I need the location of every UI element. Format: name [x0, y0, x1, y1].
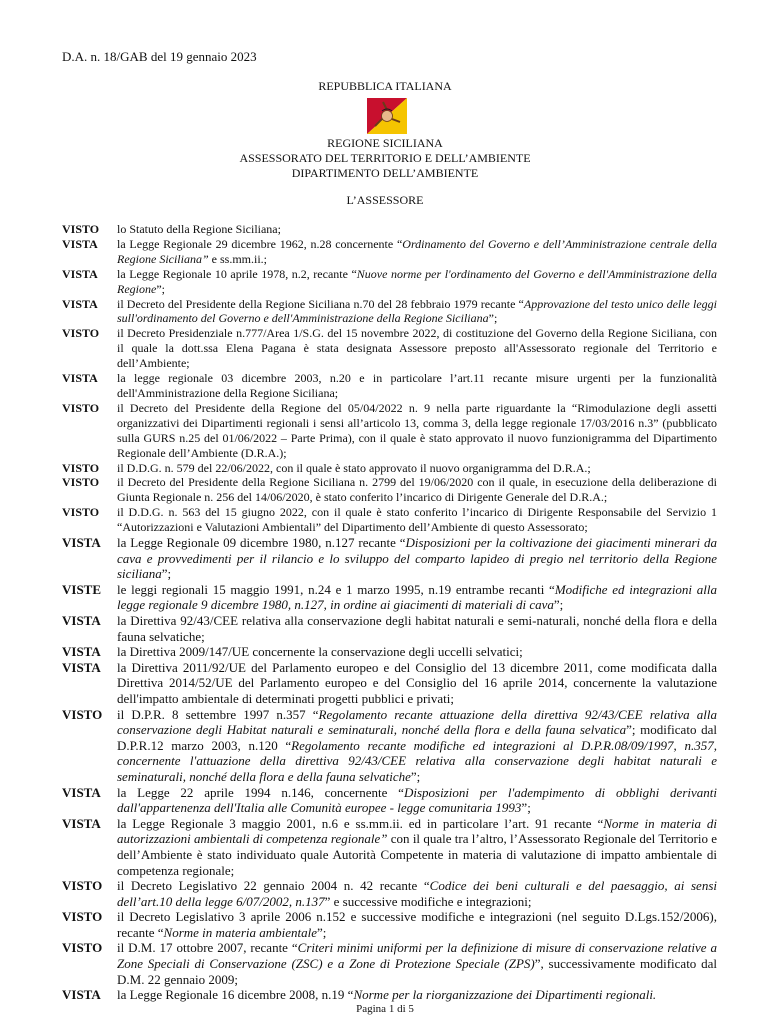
- recital-item: [62, 909, 717, 940]
- recital-text: [117, 326, 717, 371]
- recital-text-segment: ”;: [553, 597, 564, 613]
- recital-item: [62, 461, 717, 476]
- recital-text-segment: il Decreto Presidenziale n.777/Area 1/S.G. del 15 novembre 2022, di costituzione del Governo della Regione Siciliana, con il quale la dott.ssa Elena Pagana è stata designata Assessore preposto all'Assessorato regionale del Territorio e dell’Ambiente;: [117, 326, 717, 371]
- recital-text: [117, 816, 717, 878]
- recital-text: [117, 707, 717, 785]
- recital-title-citation: Codice dei beni culturali e del paesaggio, ai sensi dell’art.10 della legge 6/07/2002, n.137: [117, 878, 717, 909]
- recital-text: [117, 297, 717, 327]
- recital-keyword: VISTO: [62, 400, 100, 415]
- recital-keyword: VISTO: [62, 505, 100, 520]
- office-name: DIPARTIMENTO DELL’AMBIENTE: [291, 166, 479, 180]
- recital-item: [62, 940, 717, 987]
- recital-item: [62, 237, 717, 267]
- recital-text: [117, 461, 717, 476]
- recital-text-segment: ” e successive modifiche e integrazioni;: [324, 893, 532, 909]
- recital-text-segment: le leggi regionali 15 maggio 1991, n.24 e 1 marzo 1995, n.19 entrambe recanti “: [117, 581, 555, 597]
- recital-text: [117, 878, 717, 909]
- recital-text-segment: il Decreto Legislativo 22 gennaio 2004 n. 42 recante “: [117, 878, 430, 894]
- recital-text: [117, 267, 717, 297]
- recital-item: [62, 644, 717, 660]
- recital-title-citation: Disposizioni per la coltivazione dei giacimenti minerari da cava e provvedimenti per il rilancio e lo sviluppo del comparto lapideo di pregio nel territorio della Regione siciliana: [117, 535, 717, 582]
- recital-text-segment: il D.P.R. 8 settembre 1997 n.357 “: [117, 706, 319, 722]
- recital-title-citation: Modifiche ed integrazioni alla legge regionale 9 dicembre 1980, n.127, in ordine ai giacimenti di materiali di cava: [117, 581, 717, 613]
- recital-text: [117, 401, 717, 461]
- recital-item: [62, 613, 717, 644]
- recital-text-segment: la Legge Regionale 09 dicembre 1980, n.127 recante “: [117, 535, 406, 551]
- recital-text-segment: ”;: [488, 311, 498, 326]
- recital-text: [117, 644, 717, 660]
- recital-text: [117, 237, 717, 267]
- recital-text-segment: il Decreto Legislativo 3 aprile 2006 n.152 e successive modifiche e integrazioni (nel seguito D.Lgs.152/2006), recante “: [117, 909, 717, 940]
- recital-text: [117, 909, 717, 940]
- recital-text-segment: ”;: [521, 800, 531, 816]
- recital-keyword: VISTO: [62, 460, 100, 475]
- recital-item: [62, 987, 717, 1003]
- recital-keyword: VISTA: [62, 815, 101, 831]
- decree-reference: D.A. n. 18/GAB del 19 gennaio 2023: [62, 49, 257, 64]
- recital-item: [62, 660, 717, 707]
- recital-keyword: VISTO: [62, 909, 103, 925]
- recital-keyword: VISTO: [62, 222, 100, 236]
- department-name: ASSESSORATO DEL TERRITORIO E DELL’AMBIENTE: [239, 151, 531, 165]
- recital-text-segment: la Legge 22 aprile 1994 n.146, concernente “: [117, 784, 404, 800]
- recital-item: [62, 816, 717, 878]
- recital-keyword: VISTA: [62, 987, 101, 1003]
- recital-title-citation: Norme in materia di autorizzazioni ambientali di competenza regionale”: [117, 815, 717, 847]
- page-number: Pagina 1 di 5: [356, 1003, 414, 1015]
- recital-text-segment: la Legge Regionale 16 dicembre 2008, n.19 “: [117, 987, 354, 1003]
- recital-title-citation: Disposizioni per l'adempimento di obblighi derivanti dall'appartenenza dell'Italia alle Comunità europee - legge comunitaria 1993: [117, 784, 717, 816]
- recital-item: [62, 505, 717, 535]
- recitals-list: [62, 222, 717, 1003]
- recital-item: [62, 267, 717, 297]
- recital-title-citation: Norme in materia ambientale: [163, 924, 318, 940]
- recital-item: [62, 326, 717, 371]
- recital-text: [117, 660, 717, 707]
- recital-text-segment: il D.D.G. n. 563 del 15 giugno 2022, con il quale è stato conferito l’incarico di Dirigente Responsabile del Servizio 1 “Autorizzazioni e Valutazioni Ambientali” del Dipartimento dell’Ambiente di questo Assessorato;: [117, 505, 717, 535]
- recital-text-segment: il Decreto del Presidente della Regione del 05/04/2022 n. 9 nella parte riguardante la “Rimodulazione degli assetti organizzativi dei Dipartimenti regionali i sensi all’articolo 13, comma 3, della legge regionale 17/03/2016 n.3” (pubblicato sulla GURS n.25 del 01/06/2022 – Parte Prima), con il quale è stato approvato il nuovo funzionigramma del Dipartimento Regionale dell’Ambiente (D.R.A.);: [117, 400, 717, 460]
- recital-text-segment: la Direttiva 2009/147/UE concernente la conservazione degli uccelli selvatici;: [117, 644, 523, 660]
- recital-text-segment: lo Statuto della Regione Siciliana;: [117, 222, 281, 236]
- recital-text-segment: ”;: [161, 566, 172, 582]
- recital-item: [62, 535, 717, 582]
- recital-text-segment: il D.M. 17 ottobre 2007, recante “: [117, 940, 298, 956]
- recital-text-segment: la legge regionale 03 dicembre 2003, n.20 e in particolare l’art.11 recante misure urgenti per la funzionalità dell'Amministrazione della Regione Siciliana;: [117, 371, 717, 400]
- recital-item: [62, 401, 717, 461]
- recital-keyword: VISTE: [62, 581, 102, 597]
- recital-item: [62, 475, 717, 505]
- recital-keyword: VISTO: [62, 878, 103, 894]
- republic-heading: REPUBBLICA ITALIANA: [318, 79, 452, 93]
- recital-text: [117, 222, 717, 237]
- recital-text-segment: la Legge Regionale 29 dicembre 1962, n.28 concernente “: [117, 236, 403, 251]
- recital-text: [117, 785, 717, 816]
- recital-keyword: VISTA: [62, 659, 101, 675]
- recital-item: [62, 878, 717, 909]
- recital-text-segment: e ss.mm.ii.;: [208, 251, 267, 266]
- recital-text-segment: la Legge Regionale 3 maggio 2001, n.6 e ss.mm.ii. ed in particolare l’art. 91 recante “: [117, 815, 604, 831]
- recital-text: [117, 987, 717, 1003]
- recital-item: [62, 297, 717, 327]
- recital-title-citation: Regolamento recante modifiche ed integrazioni al D.P.R.08/09/1997, n.357, concernente l'attuazione della direttiva 92/43/CEE relativa alla conservazione degli habitat naturali e seminaturali, nonché della flora e della fauna selvatiche: [117, 737, 717, 784]
- recital-text-segment: la Legge Regionale 10 aprile 1978, n.2, recante “: [117, 266, 357, 281]
- recital-text: [117, 475, 717, 505]
- recital-keyword: VISTA: [62, 644, 101, 660]
- recital-text-segment: il Decreto del Presidente della Regione Siciliana n.70 del 28 febbraio 1979 recante “: [117, 296, 524, 311]
- recital-keyword: VISTO: [62, 706, 103, 722]
- recital-text: [117, 535, 717, 582]
- recital-keyword: VISTA: [62, 296, 98, 311]
- recital-text-segment: ”; modificato dal D.P.R.12 marzo 2003, n.120 “: [117, 722, 717, 753]
- recital-text-segment: la Direttiva 92/43/CEE relativa alla conservazione degli habitat naturali e semi-naturali, nonché della flora e della fauna selvatiche;: [117, 613, 717, 644]
- recital-text-segment: con il quale tra l’altro, l’Assessorato Regionale del Territorio e dell’Ambiente è stato individuato quale Autorità Competente in materia di valutazione di impatto ambientale di competenza regionale;: [117, 831, 717, 878]
- recital-title-citation: Nuove norme per l'ordinamento del Governo e dell'Amministrazione della Regione: [117, 266, 717, 296]
- recital-text: [117, 505, 717, 535]
- recital-item: [62, 785, 717, 816]
- recital-item: [62, 222, 717, 237]
- recital-item: [62, 707, 717, 785]
- recital-text-segment: ”, successivamente modificato dal D.M. 22 gennaio 2009;: [117, 956, 717, 987]
- recital-keyword: VISTA: [62, 236, 98, 251]
- recital-keyword: VISTA: [62, 784, 101, 800]
- recital-keyword: VISTO: [62, 940, 103, 956]
- recital-keyword: VISTA: [62, 266, 98, 281]
- recital-text: [117, 613, 717, 644]
- recital-text: [117, 582, 717, 613]
- recital-keyword: VISTA: [62, 535, 101, 551]
- recital-title-citation: Approvazione del testo unico delle leggi sull'ordinamento del Governo e dell'Amministrazione della Regione Siciliana: [117, 296, 718, 326]
- recital-item: [62, 582, 717, 613]
- region-name: REGIONE SICILIANA: [327, 136, 443, 150]
- recital-item: [62, 371, 717, 401]
- recital-text: [117, 371, 717, 401]
- recital-keyword: VISTA: [62, 613, 101, 628]
- recital-text: [117, 940, 717, 987]
- recital-text-segment: la Direttiva 2011/92/UE del Parlamento europeo e del Consiglio del 13 dicembre 2011, come modificata dalla Direttiva 2014/52/UE del Parlamento europeo e del Consiglio del 16 aprile 2014, concernente la valutazione dell'impatto ambientale di determinati progetti pubblici e privati;: [117, 659, 717, 706]
- recital-keyword: VISTO: [62, 475, 100, 490]
- recital-keyword: VISTO: [62, 326, 100, 341]
- recital-text-segment: il Decreto del Presidente della Regione Siciliana n. 2799 del 19/06/2020 con il quale, in esecuzione della deliberazione di Giunta Regionale n. 256 del 14/06/2020, è stato conferito l’incarico di Dirigente Generale del D.R.A.;: [117, 475, 717, 505]
- authority-heading: L’ASSESSORE: [346, 193, 424, 207]
- recital-text-segment: ”;: [317, 924, 327, 940]
- recital-text-segment: il D.D.G. n. 579 del 22/06/2022, con il quale è stato approvato il nuovo organigramma del D.R.A.;: [117, 460, 591, 475]
- recital-text-segment: ”;: [410, 768, 421, 784]
- recital-title-citation: Regolamento recante attuazione della direttiva 92/43/CEE relativa alla conservazione degli Habitat naturali e seminaturali, nonché della flora e della fauna selvatica: [117, 706, 717, 738]
- recital-title-citation: Norme per la riorganizzazione dei Dipartimenti regionali.: [353, 987, 657, 1003]
- recital-keyword: VISTA: [62, 371, 98, 386]
- recital-title-citation: Criteri minimi uniformi per la definizione di misure di conservazione relative a Zone Speciali di Conservazione (ZSC) e a Zone di Protezione Speciale (ZPS): [117, 940, 717, 972]
- region-heading: [0, 136, 770, 181]
- recital-title-citation: Ordinamento del Governo e dell’Amministrazione centrale della Regione Siciliana”: [117, 236, 717, 266]
- trinacria-emblem-icon: [367, 98, 407, 134]
- recital-text-segment: ”;: [156, 281, 165, 296]
